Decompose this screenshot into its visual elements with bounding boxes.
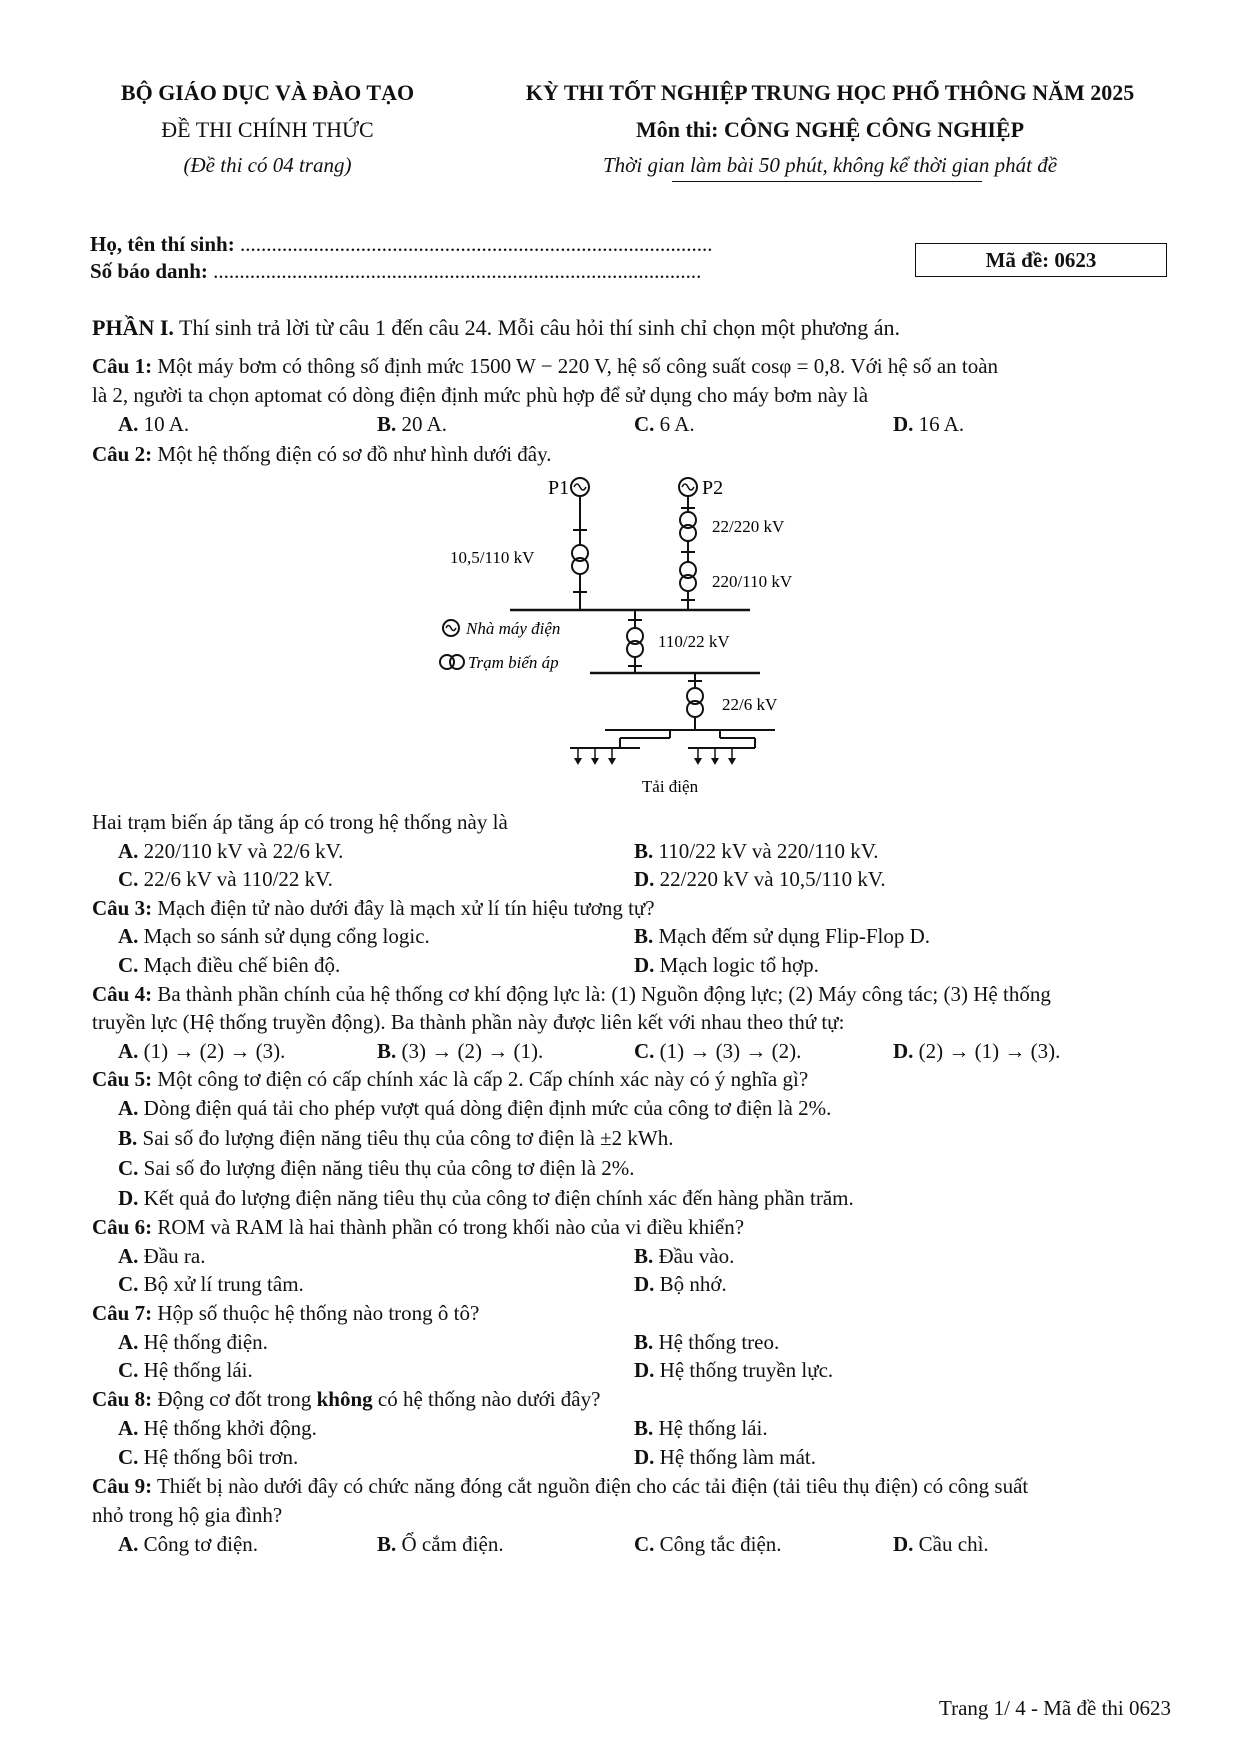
q4-option-d[interactable]	[893, 1037, 1060, 1065]
option-letter: B.	[377, 1039, 397, 1063]
option-letter: A.	[118, 1330, 139, 1354]
page-footer: Trang 1/ 4 - Mã đề thi 0623	[939, 1696, 1171, 1720]
q3-line	[92, 894, 655, 922]
q9-option-a[interactable]	[118, 1530, 258, 1558]
option-text: 220/110 kV và 22/6 kV.	[143, 839, 344, 863]
q2-question: Hai trạm biến áp tăng áp có trong hệ thống này là	[92, 810, 508, 834]
q1-option-c[interactable]	[634, 410, 695, 438]
q6-line	[92, 1213, 744, 1241]
q3-option-c[interactable]	[118, 951, 340, 979]
option-letter: D.	[893, 1532, 914, 1556]
option-text: Hệ thống lái.	[143, 1358, 253, 1382]
option-text: Bộ nhớ.	[659, 1272, 727, 1296]
q7-option-d[interactable]	[634, 1356, 833, 1384]
q2-option-c[interactable]	[118, 865, 333, 893]
option-letter: B.	[634, 1244, 654, 1268]
option-letter: C.	[634, 1039, 655, 1063]
option-letter: D.	[893, 1039, 914, 1063]
option-letter: D.	[634, 867, 655, 891]
q5-option-a[interactable]	[118, 1094, 831, 1122]
q6-option-b[interactable]	[634, 1242, 734, 1270]
candidate-id-field[interactable]: .............................................................................................	[213, 259, 702, 283]
option-text: 16 A.	[918, 412, 965, 436]
candidate-id-label: Số báo danh:	[90, 259, 208, 283]
q1-text-1: Một máy bơm có thông số định mức 1500 W − 220 V, hệ số công suất cosφ = 0,8. Với hệ số an toàn	[157, 354, 999, 378]
option-letter: A.	[118, 839, 139, 863]
option-text: (1) → (2) → (3).	[143, 1039, 286, 1063]
part1-heading	[92, 314, 900, 342]
option-text: Mạch so sánh sử dụng cổng logic.	[143, 924, 430, 948]
option-letter: C.	[118, 1272, 139, 1296]
exam-code-label: Mã đề:	[985, 248, 1050, 272]
option-text: Sai số đo lượng điện năng tiêu thụ của công tơ điện là ±2 kWh.	[142, 1126, 674, 1150]
option-text: Cầu chì.	[918, 1532, 989, 1556]
subject-line: Môn thi: CÔNG NGHỆ CÔNG NGHIỆP	[635, 117, 1025, 142]
q7-text: Hộp số thuộc hệ thống nào trong ô tô?	[157, 1301, 480, 1325]
option-text: Công tơ điện.	[143, 1532, 259, 1556]
q4-text-1: Ba thành phần chính của hệ thống cơ khí động lực là: (1) Nguồn động lực; (2) Máy công tác; (3) Hệ thống	[157, 982, 1051, 1006]
q6-option-d[interactable]	[634, 1270, 727, 1298]
q7-line	[92, 1299, 479, 1327]
q6-label: Câu 6:	[92, 1215, 153, 1239]
q1-option-d[interactable]	[893, 410, 964, 438]
option-letter: C.	[634, 1532, 655, 1556]
option-text: 10 A.	[143, 412, 190, 436]
q4-option-a[interactable]	[118, 1037, 285, 1065]
q9-text-2: nhỏ trong hộ gia đình?	[92, 1503, 283, 1527]
q6-option-c[interactable]	[118, 1270, 304, 1298]
q2-line	[92, 440, 552, 468]
option-letter: C.	[118, 953, 139, 977]
q9-option-d[interactable]	[893, 1530, 989, 1558]
label-p1: P1	[548, 477, 570, 499]
legend-station-text: Trạm biến áp	[468, 653, 559, 672]
option-letter: D.	[634, 1358, 655, 1382]
option-letter: A.	[118, 1416, 139, 1440]
q4-label: Câu 4:	[92, 982, 153, 1006]
option-text: Mạch logic tổ hợp.	[659, 953, 819, 977]
q7-option-a[interactable]	[118, 1328, 268, 1356]
option-text: Hệ thống khởi động.	[143, 1416, 317, 1440]
part1-label: PHẦN I.	[92, 315, 174, 340]
q1-text-2: là 2, người ta chọn aptomat có dòng điện định mức phù hợp để sử dụng cho máy bơm này là	[92, 383, 869, 407]
option-text: Hệ thống truyền lực.	[659, 1358, 834, 1382]
q8-option-d[interactable]	[634, 1443, 816, 1471]
option-text: 6 A.	[659, 412, 695, 436]
q9-text-1: Thiết bị nào dưới đây có chức năng đóng cắt nguồn điện cho các tải điện (tải tiêu thụ điện) có công suất	[156, 1474, 1029, 1498]
time-underline	[672, 181, 982, 182]
option-text: 22/6 kV và 110/22 kV.	[143, 867, 333, 891]
option-letter: D.	[634, 1272, 655, 1296]
q8-line	[92, 1385, 600, 1413]
label-t-p1: 10,5/110 kV	[450, 548, 535, 567]
q5-line	[92, 1065, 808, 1093]
q8-label: Câu 8:	[92, 1387, 153, 1411]
option-text: Mạch đếm sử dụng Flip-Flop D.	[658, 924, 931, 948]
option-letter: A.	[118, 924, 139, 948]
q3-text: Mạch điện tử nào dưới đây là mạch xử lí tín hiệu tương tự?	[157, 896, 655, 920]
option-text: Hệ thống treo.	[658, 1330, 780, 1354]
q8-option-c[interactable]	[118, 1443, 298, 1471]
q4-option-b[interactable]	[377, 1037, 543, 1065]
q8-option-b[interactable]	[634, 1414, 768, 1442]
label-t-mid: 110/22 kV	[658, 632, 730, 651]
label-load: Tải điện	[641, 777, 699, 796]
q4-text-2: truyền lực (Hệ thống truyền động). Ba thành phần này được liên kết với nhau theo thứ tự:	[92, 1010, 845, 1034]
option-text: Hệ thống lái.	[658, 1416, 768, 1440]
q7-option-b[interactable]	[634, 1328, 779, 1356]
option-letter: C.	[118, 867, 139, 891]
pages-note: (Đề thi có 04 trang)	[183, 153, 352, 177]
q7-option-c[interactable]	[118, 1356, 253, 1384]
option-text: 20 A.	[401, 412, 448, 436]
option-letter: B.	[634, 1330, 654, 1354]
q9-option-c[interactable]	[634, 1530, 782, 1558]
q2-label: Câu 2:	[92, 442, 153, 466]
q1-option-a[interactable]	[118, 410, 189, 438]
option-letter: B.	[118, 1126, 138, 1150]
option-text: 110/22 kV và 220/110 kV.	[658, 839, 879, 863]
label-t-p2a: 22/220 kV	[712, 517, 785, 536]
option-text: 22/220 kV và 10,5/110 kV.	[659, 867, 886, 891]
option-letter: C.	[634, 412, 655, 436]
label-t-low: 22/6 kV	[722, 695, 778, 714]
option-letter: B.	[634, 839, 654, 863]
q5-option-c[interactable]	[118, 1154, 635, 1182]
q3-option-b[interactable]	[634, 922, 930, 950]
exam-code-box	[915, 243, 1167, 277]
power-system-diagram	[430, 470, 830, 800]
part1-instruction: Thí sinh trả lời từ câu 1 đến câu 24. Mỗi câu hỏi thí sinh chỉ chọn một phương án.	[179, 315, 901, 340]
option-text: Dòng điện quá tải cho phép vượt quá dòng điện định mức của công tơ điện là 2%.	[143, 1096, 832, 1120]
q8-text-after: có hệ thống nào dưới đây?	[377, 1387, 601, 1411]
option-text: Hệ thống điện.	[143, 1330, 268, 1354]
q3-label: Câu 3:	[92, 896, 153, 920]
option-text: Mạch điều chế biên độ.	[143, 953, 341, 977]
candidate-id-row	[90, 257, 701, 285]
q2-text: Một hệ thống điện có sơ đồ như hình dưới đây.	[157, 442, 552, 466]
option-text: Ổ cắm điện.	[401, 1532, 504, 1556]
option-letter: B.	[377, 412, 397, 436]
label-t-p2b: 220/110 kV	[712, 572, 793, 591]
q5-text: Một công tơ điện có cấp chính xác là cấp 2. Cấp chính xác này có ý nghĩa gì?	[157, 1067, 809, 1091]
option-letter: C.	[118, 1156, 139, 1180]
candidate-name-label: Họ, tên thí sinh:	[90, 232, 235, 256]
option-letter: D.	[893, 412, 914, 436]
q2-option-b[interactable]	[634, 837, 878, 865]
option-text: Kết quả đo lượng điện năng tiêu thụ của công tơ điện chính xác đến hàng phần trăm.	[143, 1186, 854, 1210]
option-text: Đầu vào.	[658, 1244, 735, 1268]
option-letter: A.	[118, 1039, 139, 1063]
q1-label: Câu 1:	[92, 354, 153, 378]
q6-text: ROM và RAM là hai thành phần có trong khối nào của vi điều khiển?	[157, 1215, 745, 1239]
q3-option-d[interactable]	[634, 951, 819, 979]
option-letter: A.	[118, 1096, 139, 1120]
q9-line1	[92, 1472, 1028, 1500]
label-p2: P2	[702, 477, 724, 499]
q9-label: Câu 9:	[92, 1474, 153, 1498]
option-text: (1) → (3) → (2).	[659, 1039, 802, 1063]
option-letter: D.	[634, 953, 655, 977]
option-text: (2) → (1) → (3).	[918, 1039, 1061, 1063]
option-text: Đầu ra.	[143, 1244, 206, 1268]
option-text: Bộ xử lí trung tâm.	[143, 1272, 304, 1296]
candidate-name-row	[90, 230, 712, 258]
q3-option-a[interactable]	[118, 922, 430, 950]
q8-option-a[interactable]	[118, 1414, 317, 1442]
option-text: Công tắc điện.	[659, 1532, 782, 1556]
q7-label: Câu 7:	[92, 1301, 153, 1325]
option-letter: D.	[634, 1445, 655, 1469]
official-exam-label: ĐỀ THI CHÍNH THỨC	[161, 117, 374, 142]
q2-option-d[interactable]	[634, 865, 886, 893]
q9-option-b[interactable]	[377, 1530, 504, 1558]
option-letter: B.	[634, 1416, 654, 1440]
option-letter: A.	[118, 1244, 139, 1268]
option-letter: A.	[118, 412, 139, 436]
option-text: Sai số đo lượng điện năng tiêu thụ của công tơ điện là 2%.	[143, 1156, 635, 1180]
option-text: Hệ thống bôi trơn.	[143, 1445, 299, 1469]
q1-option-b[interactable]	[377, 410, 447, 438]
candidate-name-field[interactable]: ..........................................................................................	[239, 232, 713, 256]
option-letter: B.	[634, 924, 654, 948]
q8-text-before: Động cơ đốt trong	[157, 1387, 312, 1411]
option-text: (3) → (2) → (1).	[401, 1039, 544, 1063]
q1-line1	[92, 352, 998, 380]
time-note: Thời gian làm bài 50 phút, không kể thời gian phát đề	[602, 153, 1058, 177]
q6-option-a[interactable]	[118, 1242, 205, 1270]
option-letter: B.	[377, 1532, 397, 1556]
option-letter: C.	[118, 1445, 139, 1469]
exam-code-value: 0623	[1054, 248, 1097, 272]
option-letter: D.	[118, 1186, 139, 1210]
legend-plant-text: Nhà máy điện	[466, 619, 561, 638]
q5-option-b[interactable]	[118, 1124, 673, 1152]
exam-title: KỲ THI TỐT NGHIỆP TRUNG HỌC PHỔ THÔNG NĂM 2025	[525, 80, 1135, 105]
option-letter: C.	[118, 1358, 139, 1382]
q2-option-a[interactable]	[118, 837, 343, 865]
load-arrows	[574, 748, 736, 765]
q4-line1	[92, 980, 1051, 1008]
q8-text-emphasis: không	[316, 1387, 373, 1411]
q4-option-c[interactable]	[634, 1037, 801, 1065]
option-letter: A.	[118, 1532, 139, 1556]
option-text: Hệ thống làm mát.	[659, 1445, 816, 1469]
ministry-name: BỘ GIÁO DỤC VÀ ĐÀO TẠO	[120, 80, 415, 105]
q5-option-d[interactable]	[118, 1184, 854, 1212]
q5-label: Câu 5:	[92, 1067, 153, 1091]
